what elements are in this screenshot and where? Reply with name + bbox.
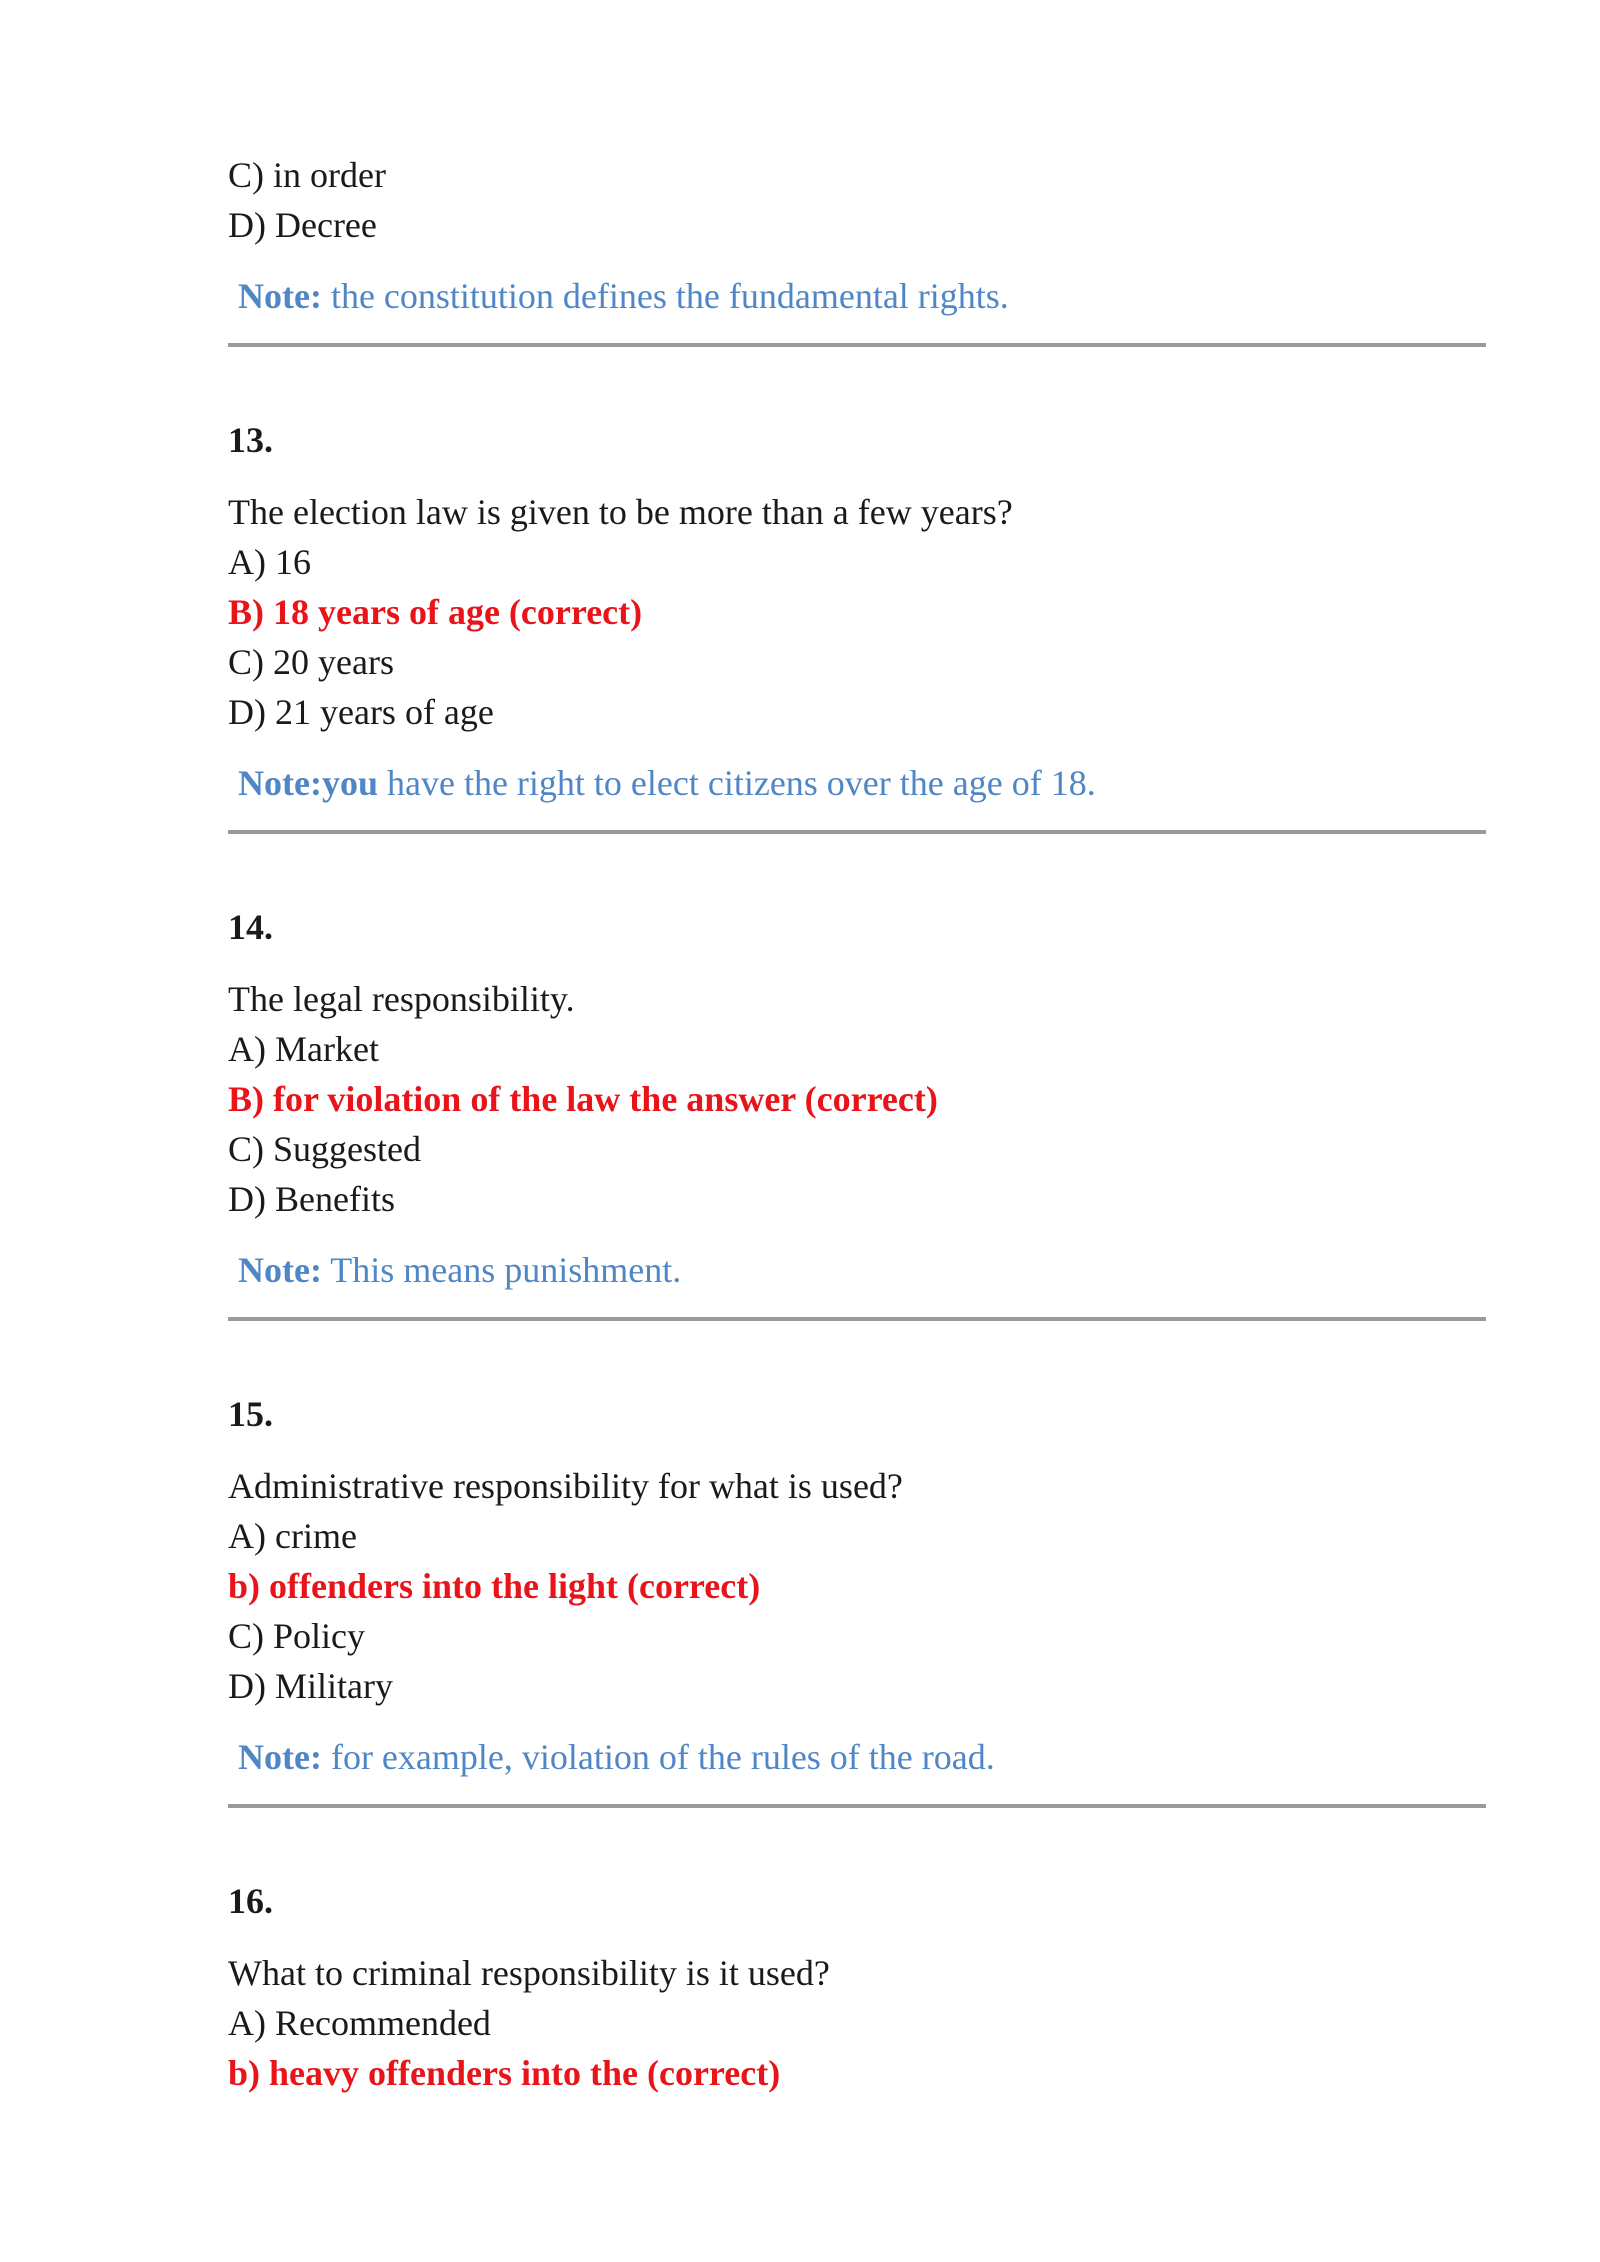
option-d: D) 21 years of age	[228, 692, 494, 732]
option-b-correct: b) offenders into the light (correct)	[228, 1566, 761, 1606]
question-14	[228, 902, 1486, 1321]
divider	[228, 1804, 1486, 1808]
note-label: Note:	[238, 1737, 322, 1777]
note	[228, 271, 1486, 321]
question-number: 15.	[228, 1394, 273, 1434]
note-text: the constitution defines the fundamental rights.	[321, 276, 1009, 316]
note-text: have the right to elect citizens over the age of 18.	[377, 763, 1096, 803]
question-number: 13.	[228, 420, 273, 460]
option-a: A) Market	[228, 1029, 379, 1069]
note-label: Note:	[238, 1250, 322, 1290]
option-c: C) Suggested	[228, 1129, 421, 1169]
option-d: D) Military	[228, 1666, 393, 1706]
option-c: C) 20 years	[228, 642, 394, 682]
question-text: Administrative responsibility for what is used?	[228, 1466, 903, 1506]
option-b-correct: b) heavy offenders into the (correct)	[228, 2053, 781, 2093]
question-number: 14.	[228, 907, 273, 947]
divider	[228, 830, 1486, 834]
note-label: Note:you	[238, 763, 378, 803]
divider	[228, 1317, 1486, 1321]
question-number: 16.	[228, 1881, 273, 1921]
option-d: D) Decree	[228, 205, 377, 245]
question-text: What to criminal responsibility is it used?	[228, 1953, 830, 1993]
option-c: C) Policy	[228, 1616, 366, 1656]
note-text: for example, violation of the rules of the road.	[321, 1737, 995, 1777]
option-b-correct: B) 18 years of age (correct)	[228, 592, 643, 632]
divider	[228, 343, 1486, 347]
note-label: Note:	[238, 276, 322, 316]
option-a: A) Recommended	[228, 2003, 491, 2043]
option-c: C) in order	[228, 155, 386, 195]
question-16	[228, 1876, 1486, 2098]
question-13	[228, 415, 1486, 834]
question-text: The legal responsibility.	[228, 979, 575, 1019]
question-15	[228, 1389, 1486, 1808]
option-b-correct: B) for violation of the law the answer (correct)	[228, 1079, 938, 1119]
note	[228, 1732, 1486, 1782]
question-text: The election law is given to be more than a few years?	[228, 492, 1013, 532]
option-a: A) crime	[228, 1516, 357, 1556]
question-12-continuation	[228, 150, 1486, 347]
option-a: A) 16	[228, 542, 311, 582]
note	[228, 1245, 1486, 1295]
option-d: D) Benefits	[228, 1179, 395, 1219]
note-text: This means punishment.	[321, 1250, 682, 1290]
document-page	[228, 150, 1486, 2098]
note	[228, 758, 1486, 808]
